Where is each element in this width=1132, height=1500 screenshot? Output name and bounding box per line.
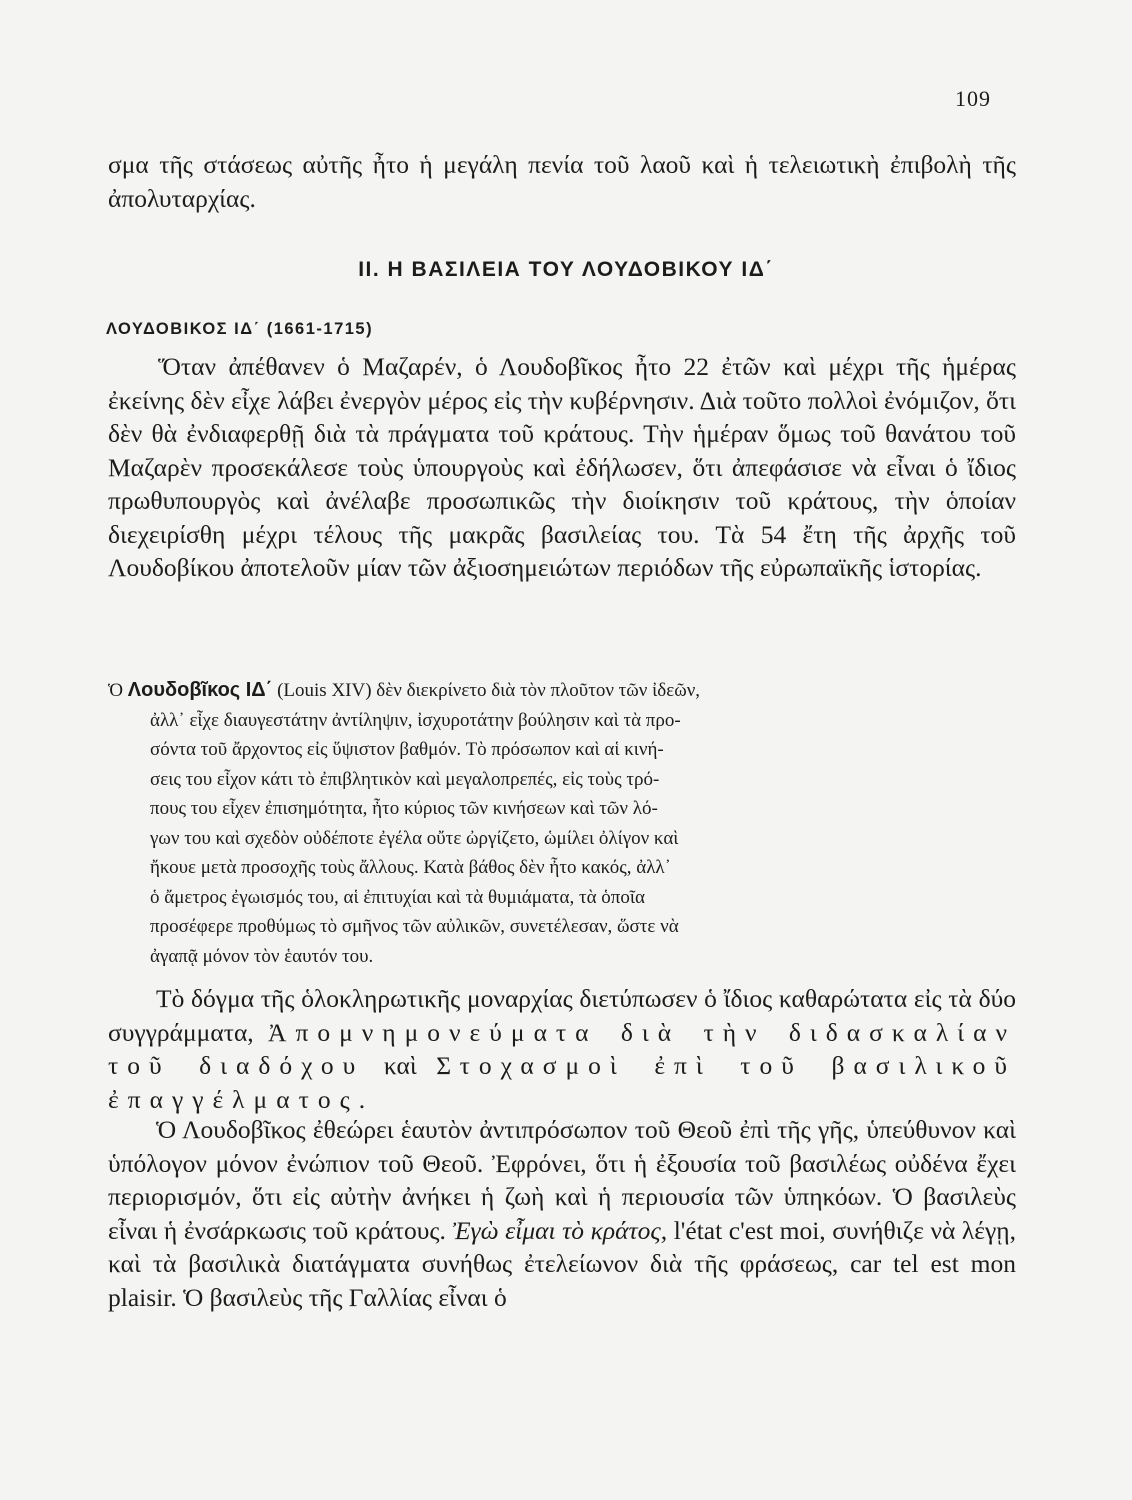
book-title-memoirs: Ἀπομνημονεύματα διὰ τὴν διδασκαλίαν τοῦ διαδόχου	[108, 1017, 1016, 1080]
main-paragraph: Ὅταν ἀπέθανεν ὁ Μαζαρέν, ὁ Λουδοβῖκος ἦτο 22 ἐτῶν καὶ μέχρι τῆς ἡμέρας ἐκείνης δὲν εἶχε λάβει ἐνεργὸν μέρος εἰς τὴν κυβέρνησιν. Διὰ τοῦτο πολλοὶ ἐνόμιζον, ὅτι δὲν θὰ ἐνδιαφερθῇ διὰ τὰ πράγματα τοῦ κράτους. Τὴν ἡμέραν ὅμως τοῦ θανάτου τοῦ Μαζαρὲν προσεκάλεσε τοὺς ὑπουργοὺς καὶ ἐδήλωσεν, ὅτι ἀπεφάσισε νὰ εἶναι ὁ ἴδιος πρωθυπουργὸς καὶ ἀνέλαβε προσωπικῶς τὴν διοίκησιν τοῦ κράτους, τὴν ὁποίαν διεχειρίσθη μέχρι τέλους τῆς μακρᾶς βασιλείας του. Τὰ 54 ἔτη τῆς ἀρχῆς τοῦ Λουδοβίκου ἀποτελοῦν μίαν τῶν ἀξιοσημειώτων περιόδων τῆς εὐρωπαϊκῆς ἱστορίας.	[108, 352, 1016, 582]
divine-right-text: Ὁ Λουδοβῖκος ἐθεώρει ἑαυτὸν ἀντιπρόσωπον τοῦ Θεοῦ ἐπὶ τῆς γῆς, ὑπεύθυνον καὶ ὑπόλογον μόνον ἐνώπιον τοῦ Θεοῦ. Ἐφρόνει, ὅτι ἡ ἐξουσία τοῦ βασιλέως οὐδένα ἔχει περιορισμόν, ὅτι εἰς αὐτὴν ἀνήκει ἡ ζωὴ καὶ ἡ περιουσία τῶν ὑπηκόων. Ὁ βασιλεὺς εἶναι ἡ ἐνσάρκωσις τοῦ κράτους.	[108, 1115, 1016, 1245]
portrait-passage	[108, 676, 1016, 971]
portrait-line: πους του εἶχεν ἐπισημότητα, ἦτο κύριος τῶν κινήσεων καὶ τῶν λό-	[150, 798, 658, 819]
portrait-line: γων του καὶ σχεδὸν οὐδέποτε ἐγέλα οὔτε ὠργίζετο, ὡμίλει ὀλίγον καὶ	[150, 827, 679, 849]
section-subheading: ΛΟΥΔΟΒΙΚΟΣ ΙΔ΄ (1661-1715)	[106, 320, 374, 338]
portrait-line: προσέφερε προθύμως τὸ σμῆνος τῶν αὐλικῶν, συνετέλεσαν, ὥστε νὰ	[150, 916, 679, 937]
dogma-paragraph	[108, 982, 1016, 1116]
portrait-line: ὁ ἄμετρος ἐγωισμός του, αἱ ἐπιτυχίαι καὶ τὰ θυμιάματα, τὰ ὁποῖα	[150, 886, 645, 908]
divine-right-paragraph	[108, 1113, 1016, 1314]
page-number: 109	[955, 86, 991, 111]
section-heading: II. Η ΒΑΣΙΛΕΙΑ ΤΟΥ ΛΟΥΔΟΒΙΚΟΥ ΙΔ΄	[358, 258, 774, 281]
book-title-reflections: Στοχασμοὶ ἐπὶ τοῦ βασιλικοῦ ἐπαγγέλματος	[108, 1051, 1016, 1114]
portrait-article: Ὁ	[108, 680, 124, 701]
divine-right-rest: l'état c'est moi, συνήθιζε νὰ λέγῃ, καὶ τὰ βασιλικὰ διατάγματα συνήθως ἐτελείωνον διὰ τῆς φράσεως, car tel est mon plaisir. Ὁ βασιλεὺς τῆς Γαλλίας εἶναι ὁ	[108, 1215, 1016, 1312]
dogma-end: .	[358, 1084, 366, 1114]
portrait-line1-rest: (Louis XIV) δὲν διεκρίνετο διὰ τὸν πλοῦτον τῶν ἰδεῶν,	[277, 680, 701, 701]
dogma-text: Τὸ δόγμα τῆς ὁλοκληρωτικῆς μοναρχίας διετύπωσεν ὁ ἴδιος καθαρώτατα εἰς τὰ δύο συγγράμματα,	[108, 984, 1016, 1047]
portrait-line: σεις του εἶχον κάτι τὸ ἐπιβλητικὸν καὶ μεγαλοπρεπές, εἰς τοὺς τρό-	[150, 768, 660, 790]
portrait-line: σόντα τοῦ ἄρχοντος εἰς ὕψιστον βαθμόν. Τὸ πρόσωπον καὶ αἱ κινή-	[150, 739, 664, 760]
quote-state: Ἐγὼ εἶμαι τὸ κράτος,	[452, 1215, 668, 1245]
portrait-line: ἤκουε μετὰ προσοχῆς τοὺς ἄλλους. Κατὰ βάθος δὲν ἦτο κακός, ἀλλ᾽	[150, 857, 671, 878]
portrait-line: ἀλλ᾽ εἶχε διαυγεστάτην ἀντίληψιν, ἰσχυροτάτην βούλησιν καὶ τὰ προ-	[150, 709, 681, 731]
portrait-line: ἀγαπᾷ μόνον τὸν ἑαυτόν του.	[150, 945, 374, 967]
dogma-connector: καὶ	[364, 1051, 437, 1080]
portrait-first-line	[108, 676, 1016, 706]
intro-paragraph: σμα τῆς στάσεως αὐτῆς ἦτο ἡ μεγάλη πενία τοῦ λαοῦ καὶ ἡ τελειωτικὴ ἐπιβολὴ τῆς ἀπολυταρχίας.	[108, 150, 1016, 213]
portrait-name: Λουδοβῖκος ΙΔ΄	[127, 679, 273, 701]
